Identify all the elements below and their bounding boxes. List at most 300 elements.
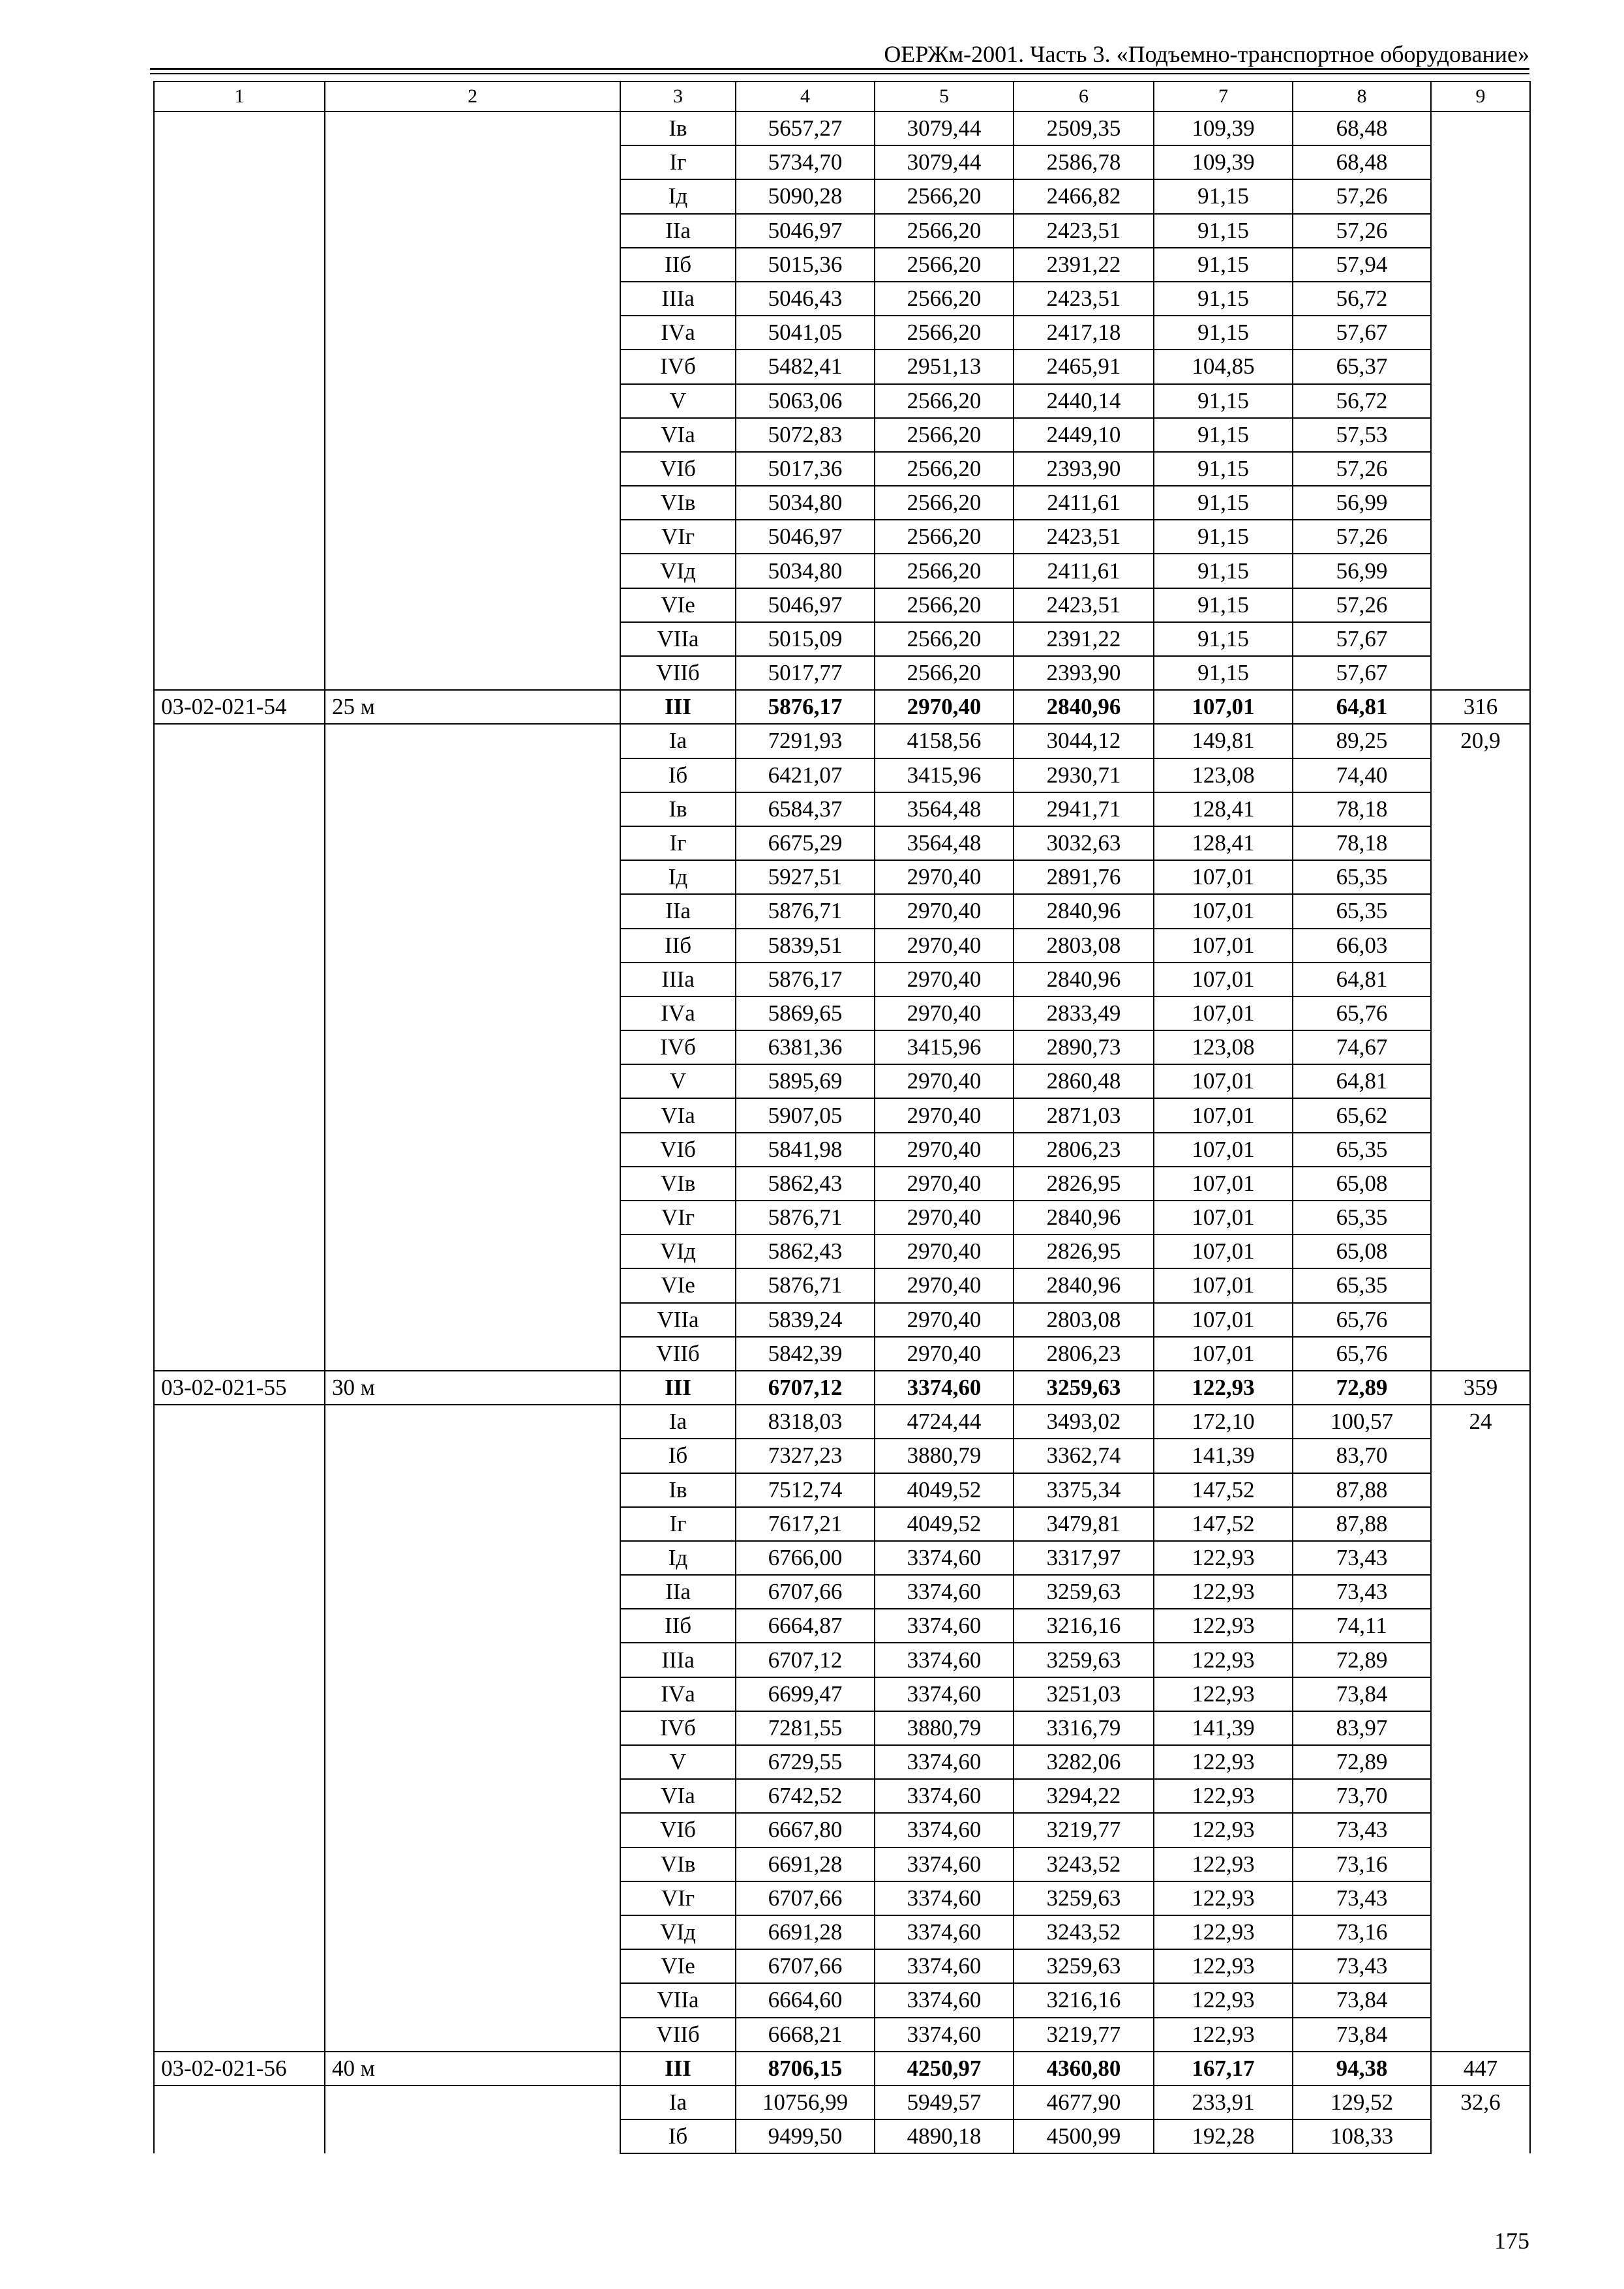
rate-code-cell — [154, 758, 325, 792]
value-cell: 7281,55 — [736, 1711, 875, 1745]
mass-cell — [1431, 486, 1530, 520]
value-cell: 3219,77 — [1014, 1813, 1154, 1847]
value-cell: 5734,70 — [736, 145, 875, 179]
column-header: 3 — [620, 82, 736, 112]
span-length-cell — [325, 963, 620, 996]
value-cell: 122,93 — [1154, 1983, 1293, 2017]
value-cell: 3374,60 — [875, 1677, 1014, 1711]
mass-cell — [1431, 588, 1530, 622]
table-row — [154, 1677, 1530, 1711]
value-cell: 2970,40 — [875, 929, 1014, 963]
value-cell: 2970,40 — [875, 894, 1014, 928]
value-cell: 5015,09 — [736, 622, 875, 656]
value-cell: 233,91 — [1154, 2086, 1293, 2119]
region-cell: Iг — [620, 1507, 736, 1541]
region-cell: IIIа — [620, 963, 736, 996]
value-cell: 3374,60 — [875, 1745, 1014, 1779]
value-cell: 107,01 — [1154, 1234, 1293, 1268]
value-cell: 107,01 — [1154, 1303, 1293, 1337]
table-row — [154, 350, 1530, 383]
value-cell: 91,15 — [1154, 214, 1293, 248]
span-length-cell — [325, 1677, 620, 1711]
table-row — [154, 792, 1530, 826]
value-cell: 65,76 — [1293, 1303, 1431, 1337]
mass-cell — [1431, 758, 1530, 792]
region-cell: IVа — [620, 1677, 736, 1711]
value-cell: 5869,65 — [736, 996, 875, 1030]
region-cell: IVа — [620, 316, 736, 350]
span-length-cell — [325, 1983, 620, 2017]
value-cell: 3259,63 — [1014, 1881, 1154, 1915]
value-cell: 2970,40 — [875, 860, 1014, 894]
value-cell: 3493,02 — [1014, 1405, 1154, 1439]
table-row — [154, 2086, 1530, 2119]
value-cell: 73,43 — [1293, 1813, 1431, 1847]
table-row — [154, 996, 1530, 1030]
value-cell: 4049,52 — [875, 1473, 1014, 1507]
region-cell: IIб — [620, 929, 736, 963]
mass-cell — [1431, 1473, 1530, 1507]
mass-cell — [1431, 350, 1530, 383]
value-cell: 5482,41 — [736, 350, 875, 383]
span-length-cell — [325, 1133, 620, 1167]
span-length-cell — [325, 1473, 620, 1507]
mass-cell — [1431, 1848, 1530, 1881]
rate-code-cell — [154, 1813, 325, 1847]
page-header-title: ОЕРЖм-2001. Часть 3. «Подъемно-транспортное оборудование» — [884, 41, 1529, 67]
value-cell: 65,08 — [1293, 1234, 1431, 1268]
table-row — [154, 622, 1530, 656]
value-cell: 2826,95 — [1014, 1234, 1154, 1268]
table-row — [154, 963, 1530, 996]
region-cell: Iб — [620, 2119, 736, 2153]
value-cell: 91,15 — [1154, 179, 1293, 213]
value-cell: 141,39 — [1154, 1439, 1293, 1473]
value-cell: 109,39 — [1154, 145, 1293, 179]
value-cell: 2440,14 — [1014, 384, 1154, 418]
value-cell: 73,43 — [1293, 1575, 1431, 1609]
value-cell: 2411,61 — [1014, 554, 1154, 588]
value-cell: 107,01 — [1154, 963, 1293, 996]
rate-code-cell — [154, 724, 325, 758]
value-cell: 5876,71 — [736, 894, 875, 928]
rate-code-cell — [154, 1848, 325, 1881]
value-cell: 57,53 — [1293, 418, 1431, 452]
region-cell: Iв — [620, 112, 736, 145]
value-cell: 107,01 — [1154, 1337, 1293, 1371]
value-cell: 3374,60 — [875, 1983, 1014, 2017]
region-cell: VIIа — [620, 1303, 736, 1337]
value-cell: 128,41 — [1154, 792, 1293, 826]
mass-cell — [1431, 792, 1530, 826]
column-header: 1 — [154, 82, 325, 112]
value-cell: 5657,27 — [736, 112, 875, 145]
value-cell: 5072,83 — [736, 418, 875, 452]
value-cell: 56,99 — [1293, 486, 1431, 520]
value-cell: 5017,77 — [736, 656, 875, 690]
region-cell: Iв — [620, 792, 736, 826]
value-cell: 5842,39 — [736, 1337, 875, 1371]
rate-code-cell — [154, 384, 325, 418]
table-row — [154, 316, 1530, 350]
value-cell: 6668,21 — [736, 2018, 875, 2052]
mass-cell — [1431, 1881, 1530, 1915]
value-cell: 5046,43 — [736, 282, 875, 316]
table-row — [154, 486, 1530, 520]
value-cell: 149,81 — [1154, 724, 1293, 758]
span-length-cell — [325, 1949, 620, 1983]
value-cell: 2417,18 — [1014, 316, 1154, 350]
value-cell: 89,25 — [1293, 724, 1431, 758]
value-cell: 5034,80 — [736, 554, 875, 588]
table-row — [154, 520, 1530, 554]
span-length-cell — [325, 1337, 620, 1371]
mass-cell — [1431, 1234, 1530, 1268]
value-cell: 2566,20 — [875, 384, 1014, 418]
table-row — [154, 1064, 1530, 1098]
value-cell: 57,67 — [1293, 316, 1431, 350]
value-cell: 72,89 — [1293, 1371, 1431, 1405]
value-cell: 6421,07 — [736, 758, 875, 792]
rate-code-cell — [154, 452, 325, 486]
value-cell: 94,38 — [1293, 2052, 1431, 2086]
mass-cell — [1431, 1268, 1530, 1302]
region-cell: V — [620, 1064, 736, 1098]
value-cell: 2803,08 — [1014, 929, 1154, 963]
value-cell: 2566,20 — [875, 656, 1014, 690]
value-cell: 5046,97 — [736, 214, 875, 248]
rate-code-cell — [154, 1201, 325, 1234]
table-row — [154, 1881, 1530, 1915]
value-cell: 2860,48 — [1014, 1064, 1154, 1098]
column-header: 8 — [1293, 82, 1431, 112]
value-cell: 57,26 — [1293, 520, 1431, 554]
value-cell: 147,52 — [1154, 1507, 1293, 1541]
value-cell: 3259,63 — [1014, 1949, 1154, 1983]
rate-code-cell — [154, 486, 325, 520]
rate-code-cell — [154, 860, 325, 894]
value-cell: 5862,43 — [736, 1234, 875, 1268]
value-cell: 107,01 — [1154, 860, 1293, 894]
column-header: 6 — [1014, 82, 1154, 112]
rate-code-cell — [154, 1609, 325, 1643]
value-cell: 5895,69 — [736, 1064, 875, 1098]
value-cell: 2970,40 — [875, 1303, 1014, 1337]
value-cell: 91,15 — [1154, 248, 1293, 282]
value-cell: 3564,48 — [875, 826, 1014, 860]
value-cell: 2891,76 — [1014, 860, 1154, 894]
span-length-cell — [325, 1643, 620, 1677]
value-cell: 3374,60 — [875, 1575, 1014, 1609]
value-cell: 2890,73 — [1014, 1030, 1154, 1064]
value-cell: 3415,96 — [875, 758, 1014, 792]
value-cell: 122,93 — [1154, 1575, 1293, 1609]
value-cell: 107,01 — [1154, 1098, 1293, 1132]
mass-cell — [1431, 1201, 1530, 1234]
value-cell: 2970,40 — [875, 996, 1014, 1030]
mass-cell: 20,9 — [1431, 724, 1530, 758]
value-cell: 5907,05 — [736, 1098, 875, 1132]
rate-code-cell — [154, 2119, 325, 2153]
mass-cell — [1431, 1677, 1530, 1711]
value-cell: 3374,60 — [875, 1609, 1014, 1643]
rate-code-cell — [154, 826, 325, 860]
mass-cell — [1431, 963, 1530, 996]
value-cell: 107,01 — [1154, 1133, 1293, 1167]
mass-cell — [1431, 1303, 1530, 1337]
value-cell: 8318,03 — [736, 1405, 875, 1439]
region-cell: VIа — [620, 1098, 736, 1132]
span-length-cell — [325, 1745, 620, 1779]
rate-code-cell — [154, 1711, 325, 1745]
value-cell: 2586,78 — [1014, 145, 1154, 179]
value-cell: 2930,71 — [1014, 758, 1154, 792]
span-length-cell — [325, 1507, 620, 1541]
table-row — [154, 690, 1530, 724]
value-cell: 65,35 — [1293, 1268, 1431, 1302]
value-cell: 2465,91 — [1014, 350, 1154, 383]
value-cell: 107,01 — [1154, 996, 1293, 1030]
value-cell: 57,67 — [1293, 656, 1431, 690]
price-table — [153, 81, 1531, 2154]
value-cell: 2393,90 — [1014, 452, 1154, 486]
span-length-cell — [325, 384, 620, 418]
table-row — [154, 1167, 1530, 1201]
table-row — [154, 1745, 1530, 1779]
rate-code-cell — [154, 792, 325, 826]
span-length-cell — [325, 826, 620, 860]
span-length-cell: 25 м — [325, 690, 620, 724]
table-row — [154, 1473, 1530, 1507]
value-cell: 73,16 — [1293, 1915, 1431, 1949]
value-cell: 3374,60 — [875, 1371, 1014, 1405]
value-cell: 73,70 — [1293, 1779, 1431, 1813]
value-cell: 2423,51 — [1014, 282, 1154, 316]
value-cell: 3079,44 — [875, 145, 1014, 179]
value-cell: 56,72 — [1293, 384, 1431, 418]
column-header: 5 — [875, 82, 1014, 112]
value-cell: 2806,23 — [1014, 1133, 1154, 1167]
span-length-cell — [325, 1848, 620, 1881]
value-cell: 68,48 — [1293, 145, 1431, 179]
mass-cell — [1431, 1711, 1530, 1745]
table-row — [154, 724, 1530, 758]
rate-code-cell — [154, 1439, 325, 1473]
value-cell: 129,52 — [1293, 2086, 1431, 2119]
value-cell: 57,26 — [1293, 452, 1431, 486]
value-cell: 2840,96 — [1014, 894, 1154, 928]
rate-code-cell — [154, 1064, 325, 1098]
rate-code-cell — [154, 1337, 325, 1371]
region-cell: IVа — [620, 996, 736, 1030]
value-cell: 3374,60 — [875, 1813, 1014, 1847]
value-cell: 3374,60 — [875, 1915, 1014, 1949]
value-cell: 2423,51 — [1014, 214, 1154, 248]
value-cell: 6584,37 — [736, 792, 875, 826]
table-row — [154, 1439, 1530, 1473]
value-cell: 3243,52 — [1014, 1915, 1154, 1949]
value-cell: 74,40 — [1293, 758, 1431, 792]
value-cell: 5876,71 — [736, 1201, 875, 1234]
region-cell: IIб — [620, 248, 736, 282]
value-cell: 91,15 — [1154, 418, 1293, 452]
table-row — [154, 1711, 1530, 1745]
value-cell: 2566,20 — [875, 316, 1014, 350]
value-cell: 56,99 — [1293, 554, 1431, 588]
region-cell: VIг — [620, 1201, 736, 1234]
value-cell: 2806,23 — [1014, 1337, 1154, 1371]
span-length-cell — [325, 2119, 620, 2153]
rate-code-cell — [154, 929, 325, 963]
value-cell: 6707,66 — [736, 1949, 875, 1983]
value-cell: 3479,81 — [1014, 1507, 1154, 1541]
value-cell: 10756,99 — [736, 2086, 875, 2119]
rate-code-cell — [154, 2086, 325, 2119]
region-cell: V — [620, 384, 736, 418]
value-cell: 2566,20 — [875, 418, 1014, 452]
table-row — [154, 179, 1530, 213]
span-length-cell — [325, 1030, 620, 1064]
span-length-cell — [325, 996, 620, 1030]
value-cell: 57,94 — [1293, 248, 1431, 282]
value-cell: 122,93 — [1154, 1609, 1293, 1643]
value-cell: 2566,20 — [875, 452, 1014, 486]
rate-code-cell — [154, 1779, 325, 1813]
span-length-cell — [325, 214, 620, 248]
header-rule — [150, 68, 1529, 70]
rate-code-cell — [154, 1677, 325, 1711]
table-row — [154, 248, 1530, 282]
span-length-cell: 40 м — [325, 2052, 620, 2086]
mass-cell — [1431, 520, 1530, 554]
region-cell: VIа — [620, 1779, 736, 1813]
span-length-cell — [325, 1268, 620, 1302]
value-cell: 2466,82 — [1014, 179, 1154, 213]
mass-cell — [1431, 1098, 1530, 1132]
region-cell: IIа — [620, 214, 736, 248]
region-cell: VIа — [620, 418, 736, 452]
span-length-cell — [325, 894, 620, 928]
mass-cell — [1431, 860, 1530, 894]
rate-code-cell — [154, 656, 325, 690]
value-cell: 5862,43 — [736, 1167, 875, 1201]
value-cell: 107,01 — [1154, 690, 1293, 724]
table-row — [154, 282, 1530, 316]
span-length-cell — [325, 758, 620, 792]
value-cell: 2566,20 — [875, 248, 1014, 282]
mass-cell — [1431, 1779, 1530, 1813]
table-row — [154, 418, 1530, 452]
value-cell: 74,67 — [1293, 1030, 1431, 1064]
region-cell: VIг — [620, 1881, 736, 1915]
value-cell: 107,01 — [1154, 1201, 1293, 1234]
table-row — [154, 1609, 1530, 1643]
value-cell: 3374,60 — [875, 2018, 1014, 2052]
value-cell: 2566,20 — [875, 214, 1014, 248]
value-cell: 64,81 — [1293, 963, 1431, 996]
value-cell: 5839,24 — [736, 1303, 875, 1337]
value-cell: 192,28 — [1154, 2119, 1293, 2153]
mass-cell — [1431, 1643, 1530, 1677]
table-row — [154, 1371, 1530, 1405]
value-cell: 3032,63 — [1014, 826, 1154, 860]
value-cell: 73,84 — [1293, 1983, 1431, 2017]
span-length-cell — [325, 2018, 620, 2052]
table-row — [154, 1813, 1530, 1847]
mass-cell — [1431, 1133, 1530, 1167]
region-cell: VIIа — [620, 622, 736, 656]
value-cell: 2840,96 — [1014, 1201, 1154, 1234]
mass-cell: 316 — [1431, 690, 1530, 724]
value-cell: 2970,40 — [875, 1064, 1014, 1098]
rate-code-cell — [154, 520, 325, 554]
value-cell: 5927,51 — [736, 860, 875, 894]
table-row — [154, 1030, 1530, 1064]
value-cell: 5041,05 — [736, 316, 875, 350]
mass-cell — [1431, 1507, 1530, 1541]
value-cell: 2566,20 — [875, 588, 1014, 622]
column-header: 9 — [1431, 82, 1530, 112]
region-cell: VIб — [620, 452, 736, 486]
rate-code-cell — [154, 1881, 325, 1915]
column-header-row — [154, 82, 1530, 112]
value-cell: 2840,96 — [1014, 963, 1154, 996]
value-cell: 6742,52 — [736, 1779, 875, 1813]
span-length-cell — [325, 1303, 620, 1337]
rate-code-cell — [154, 622, 325, 656]
value-cell: 66,03 — [1293, 929, 1431, 963]
region-cell: Iб — [620, 758, 736, 792]
region-cell: VIе — [620, 1949, 736, 1983]
mass-cell — [1431, 145, 1530, 179]
span-length-cell — [325, 1609, 620, 1643]
value-cell: 91,15 — [1154, 384, 1293, 418]
value-cell: 2970,40 — [875, 1167, 1014, 1201]
table-row — [154, 112, 1530, 145]
region-cell: VIд — [620, 1234, 736, 1268]
value-cell: 57,26 — [1293, 179, 1431, 213]
region-cell: IIб — [620, 1609, 736, 1643]
mass-cell — [1431, 1064, 1530, 1098]
value-cell: 57,26 — [1293, 214, 1431, 248]
rate-code-cell — [154, 1745, 325, 1779]
rate-code-cell — [154, 145, 325, 179]
mass-cell — [1431, 112, 1530, 145]
region-cell: Iд — [620, 179, 736, 213]
value-cell: 91,15 — [1154, 282, 1293, 316]
value-cell: 5017,36 — [736, 452, 875, 486]
rate-code-cell — [154, 1473, 325, 1507]
table-body — [154, 112, 1530, 2153]
value-cell: 78,18 — [1293, 792, 1431, 826]
region-cell: V — [620, 1745, 736, 1779]
value-cell: 2840,96 — [1014, 1268, 1154, 1302]
value-cell: 123,08 — [1154, 1030, 1293, 1064]
value-cell: 167,17 — [1154, 2052, 1293, 2086]
mass-cell — [1431, 2119, 1530, 2153]
mass-cell: 32,6 — [1431, 2086, 1530, 2119]
value-cell: 3251,03 — [1014, 1677, 1154, 1711]
table-row — [154, 1541, 1530, 1575]
table-row — [154, 1643, 1530, 1677]
value-cell: 78,18 — [1293, 826, 1431, 860]
value-cell: 87,88 — [1293, 1507, 1431, 1541]
value-cell: 122,93 — [1154, 1813, 1293, 1847]
value-cell: 2423,51 — [1014, 588, 1154, 622]
value-cell: 83,97 — [1293, 1711, 1431, 1745]
mass-cell — [1431, 1949, 1530, 1983]
value-cell: 91,15 — [1154, 452, 1293, 486]
